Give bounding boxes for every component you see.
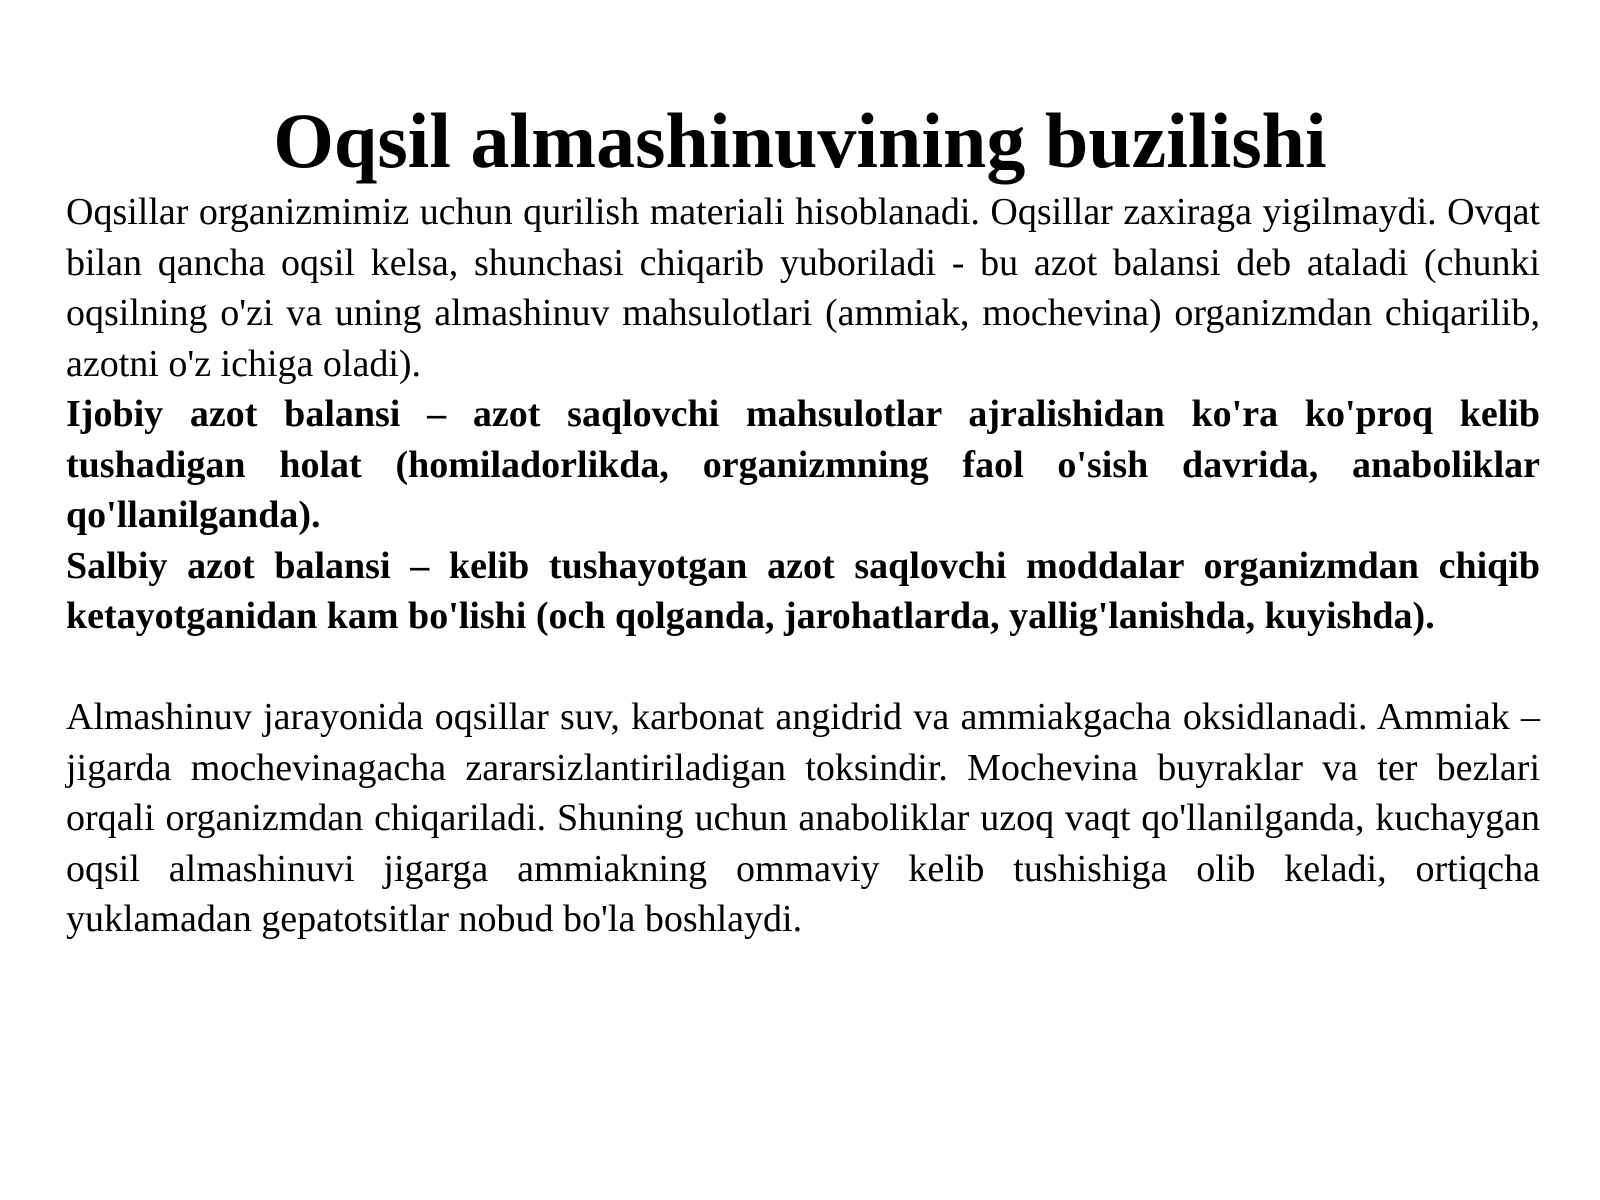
paragraph-nitrogen-balance: Oqsillar organizmimiz uchun qurilish materiali hisoblanadi. Oqsillar zaxiraga yigilmaydi. Ovqat bilan qancha oqsil kelsa, shunchasi chiqarib yuboriladi - bu azot balansi deb ataladi (chunki oqsilning o'zi va uning almashinuv mahsulotlari (ammiak, mochevina) organizmdan chiqarilib, azotni o'z ichiga oladi). [66,191,1540,385]
slide-body [66,187,1540,945]
paragraph-spacer [66,642,1540,693]
paragraph-negative-balance: Salbiy azot balansi – kelib tushayotgan azot saqlovchi moddalar organizmdan chiqib ketayotganidan kam bo'lishi (och qolganda, jarohatlarda, yallig'lanishda, kuyishda). [66,544,1540,637]
paragraph-metabolism: Almashinuv jarayonida oqsillar suv, karbonat angidrid va ammiakgacha oksidlanadi. Ammiak – jigarda mochevinagacha zararsizlantiriladigan toksindir. Mochevina buyraklar va ter bezlari orqali organizmdan chiqariladi. Shuning uchun anaboliklar uzoq vaqt qo'llanilganda, kuchaygan oqsil almashinuvi jigarga ammiakning ommaviy kelib tushishiga olib keladi, ortiqcha yuklamadan gepatotsitlar nobud bo'la boshlaydi. [66,696,1540,940]
paragraph-positive-balance: Ijobiy azot balansi – azot saqlovchi mahsulotlar ajralishidan ko'ra ko'proq kelib tushadigan holat (homiladorlikda, organizmning faol o'sish davrida, anaboliklar qo'llanilganda). [66,393,1540,536]
slide-title: Oqsil almashinuvining buzilishi [273,97,1327,184]
